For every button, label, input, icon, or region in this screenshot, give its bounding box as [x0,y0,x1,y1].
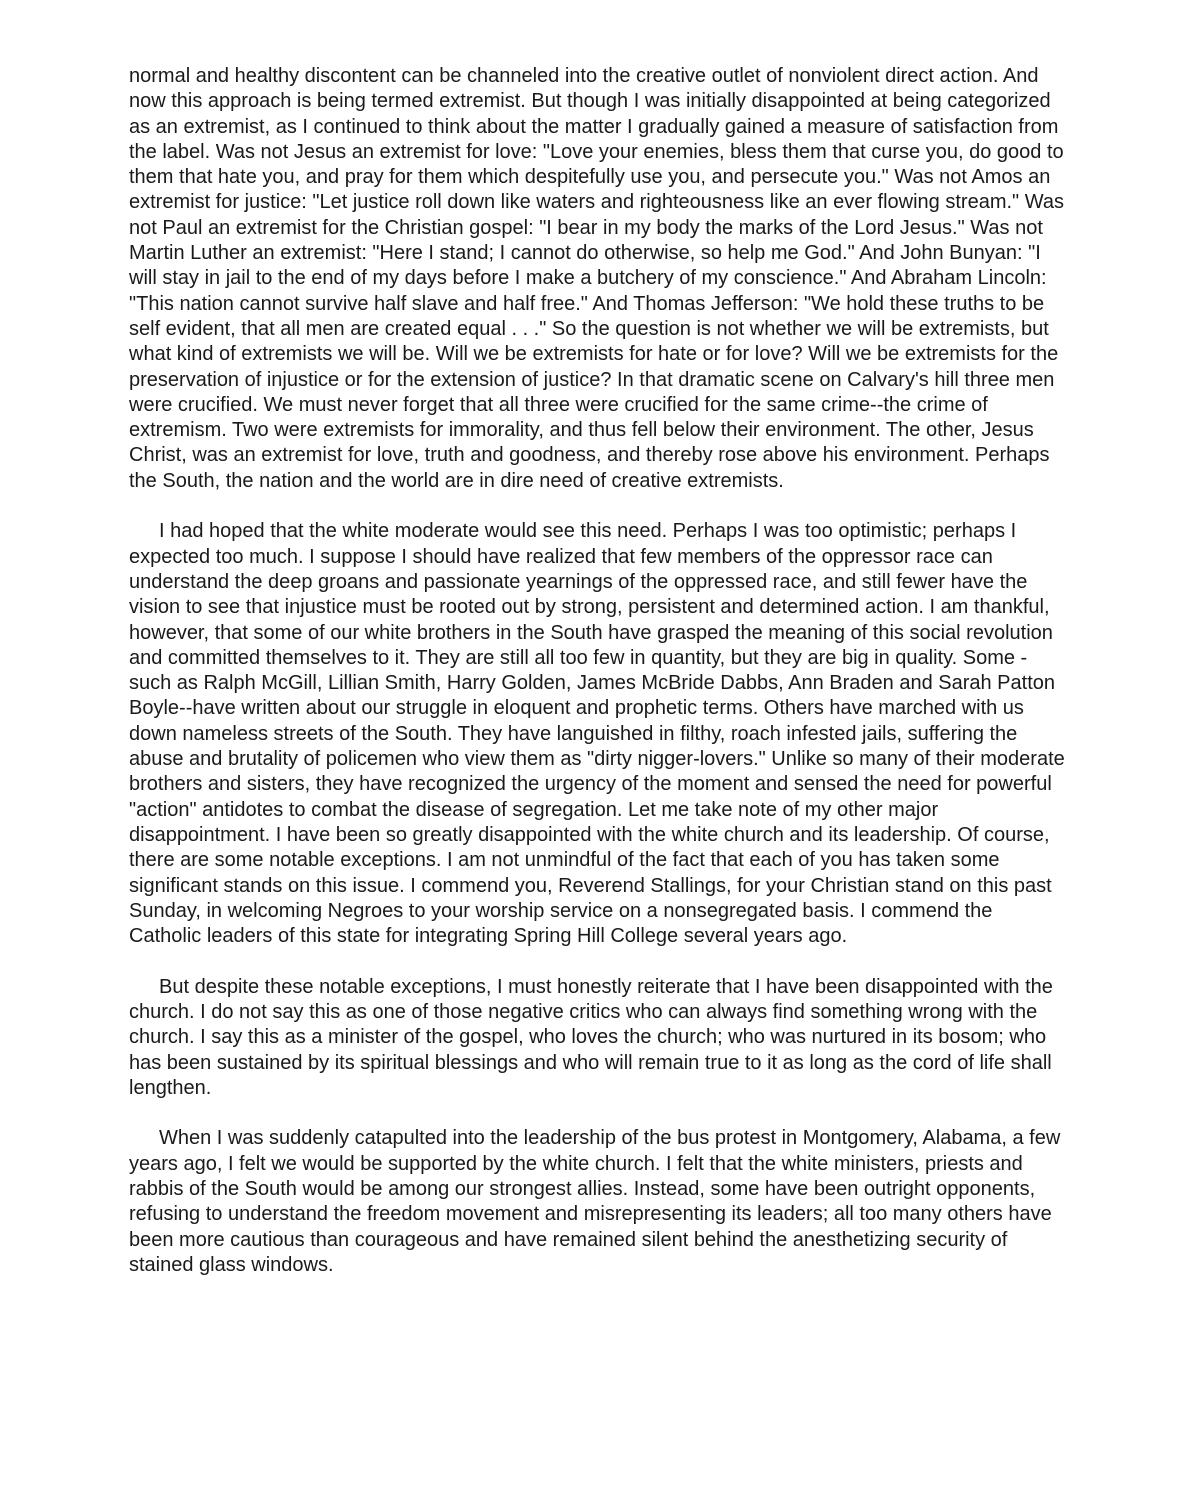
paragraph-montgomery: When I was suddenly catapulted into the leadership of the bus protest in Montgomery, Alabama, a few years ago, I felt we would be supported by the white church. I felt that the white ministers, priests and rabbis of the South would be among our strongest allies. Instead, some have been outright opponents, refusing to understand the freedom movement and misrepresenting its leaders; all too many others have been more cautious than courageous and have remained silent behind the anesthetizing security of stained glass windows. [129,1127,1061,1276]
paragraph-white-moderate: I had hoped that the white moderate would see this need. Perhaps I was too optimistic; perhaps I expected too much. I suppose I should have realized that few members of the oppressor race can understand the deep groans and passionate yearnings of the oppressed race, and still fewer have the vision to see that injustice must be rooted out by strong, persistent and determined action. I am thankful, however, that some of our white brothers in the South have grasped the meaning of this social revolution and committed themselves to it. They are still all too few in quantity, but they are big in quality. Some -such as Ralph McGill, Lillian Smith, Harry Golden, James McBride Dabbs, Ann Braden and Sarah Patton Boyle--have written about our struggle in eloquent and prophetic terms. Others have marched with us down nameless streets of the South. They have languished in filthy, roach infested jails, suffering the abuse and brutality of policemen who view them as "dirty nigger-lovers." Unlike so many of their moderate brothers and sisters, they have recognized the urgency of the moment and sensed the need for powerful "action" antidotes to combat the disease of segregation. Let me take note of my other major disappointment. I have been so greatly disappointed with the white church and its leadership. Of course, there are some notable exceptions. I am not unmindful of the fact that each of you has taken some significant stands on this issue. I commend you, Reverend Stallings, for your Christian stand on this past Sunday, in welcoming Negroes to your worship service on a nonsegregated basis. I commend the Catholic leaders of this state for integrating Spring Hill College several years ago. [129,520,1065,948]
paragraph-extremists: normal and healthy discontent can be channeled into the creative outlet of nonviolent direct action. And now this approach is being termed extremist. But though I was initially disappointed at being categorized as an extremist, as I continued to think about the matter I gradually gained a measure of satisfaction from the label. Was not Jesus an extremist for love: "Love your enemies, bless them that curse you, do good to them that hate you, and pray for them which despitefully use you, and persecute you." Was not Amos an extremist for justice: "Let justice roll down like waters and righteousness like an ever flowing stream." Was not Paul an extremist for the Christian gospel: "I bear in my body the marks of the Lord Jesus." Was not Martin Luther an extremist: "Here I stand; I cannot do otherwise, so help me God." And John Bunyan: "I will stay in jail to the end of my days before I make a butchery of my conscience." And Abraham Lincoln: "This nation cannot survive half slave and half free." And Thomas Jefferson: "We hold these truths to be self evident, that all men are created equal . . ." So the question is not whether we will be extremists, but what kind of extremists we will be. Will we be extremists for hate or for love? Will we be extremists for the preservation of injustice or for the extension of justice? In that dramatic scene on Calvary's hill three men were crucified. We must never forget that all three were crucified for the same crime--the crime of extremism. Two were extremists for immorality, and thus fell below their environment. The other, Jesus Christ, was an extremist for love, truth and goodness, and thereby rose above his environment. Perhaps the South, the nation and the world are in dire need of creative extremists. [129,65,1064,492]
document-page [129,64,1069,1304]
paragraph-disappointed-church: But despite these notable exceptions, I must honestly reiterate that I have been disappointed with the church. I do not say this as one of those negative critics who can always find something wrong with the church. I say this as a minister of the gospel, who loves the church; who was nurtured in its bosom; who has been sustained by its spiritual blessings and who will remain true to it as long as the cord of life shall lengthen. [129,975,1053,1099]
